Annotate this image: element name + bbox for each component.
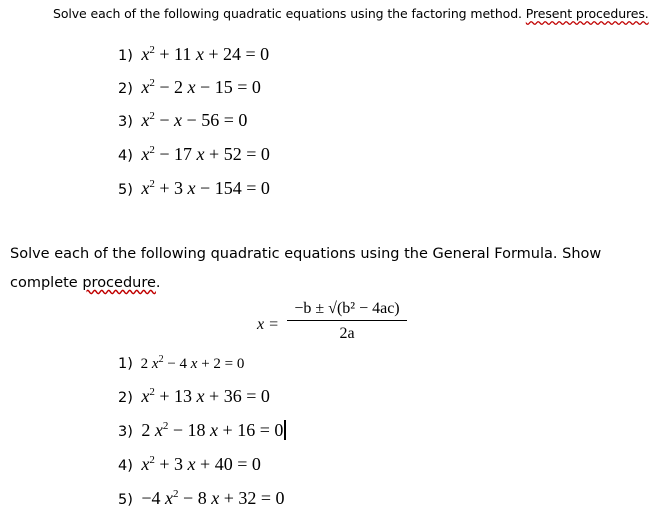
text-cursor — [284, 420, 286, 440]
equation-text: $x^2 - 2$ x − 15 = 0 — [141, 77, 261, 97]
equation-text: $x^2 + 13$ x + 36 = 0 — [141, 386, 270, 406]
equation-text: $x^2 + 3$ x − 154 = 0 — [141, 178, 270, 198]
instruction-end: . — [155, 275, 161, 291]
equation-text: 2 $x^2 - 18$ x + 16 = 0 — [141, 420, 284, 440]
factoring-instruction-text: Solve each of the following quadratic equations using the factoring method. — [53, 6, 526, 21]
equation-text: $x^2 + 11$ x + 24 = 0 — [141, 44, 270, 64]
equation-number: 3) — [118, 114, 133, 130]
equation-number: 2) — [118, 390, 133, 406]
factoring-equation-1 — [118, 44, 269, 65]
formula-fraction — [287, 300, 407, 343]
formula-lhs: x = — [257, 316, 279, 333]
general-formula-instruction — [10, 240, 610, 298]
spellcheck-marked-text: procedure — [82, 275, 156, 291]
equation-number: 1) — [118, 48, 133, 64]
equation-number: 5) — [118, 492, 133, 508]
equation-number: 3) — [118, 424, 133, 440]
formula-equation-3 — [118, 420, 286, 441]
equation-text: $x^2 + 3$ x + 40 = 0 — [141, 454, 261, 474]
formula-denominator: 2a — [339, 325, 355, 342]
factoring-instruction — [53, 6, 649, 21]
quadratic-formula — [257, 300, 417, 350]
equation-text: $x^2 - 17$ x + 52 = 0 — [141, 144, 270, 164]
equation-text: −4 $x^2 - 8$ x + 32 = 0 — [141, 488, 285, 508]
general-formula-instruction-text: Solve each of the following quadratic equations using the General Formula. Show complete — [10, 246, 602, 291]
equation-text: $x^2 - x - 56 = 0$ — [141, 110, 248, 130]
equation-number: 4) — [118, 458, 133, 474]
equation-text: 2 $x^2 - 4$ x + 2 = 0 — [140, 354, 245, 372]
spellcheck-marked-text: Present procedures. — [525, 6, 649, 21]
equation-number: 5) — [118, 182, 133, 198]
formula-equation-2 — [118, 386, 270, 407]
factoring-equation-5 — [118, 178, 270, 199]
formula-equation-5 — [118, 488, 285, 509]
equation-number: 2) — [118, 81, 133, 97]
factoring-equation-3 — [118, 110, 247, 131]
factoring-equation-2 — [118, 77, 261, 98]
formula-equation-4 — [118, 454, 261, 475]
formula-equation-1 — [118, 356, 244, 373]
equation-number: 4) — [118, 148, 133, 164]
factoring-equation-4 — [118, 144, 270, 165]
equation-number: 1) — [118, 356, 133, 372]
formula-numerator: −b ± √(b² − 4ac) — [287, 300, 407, 321]
